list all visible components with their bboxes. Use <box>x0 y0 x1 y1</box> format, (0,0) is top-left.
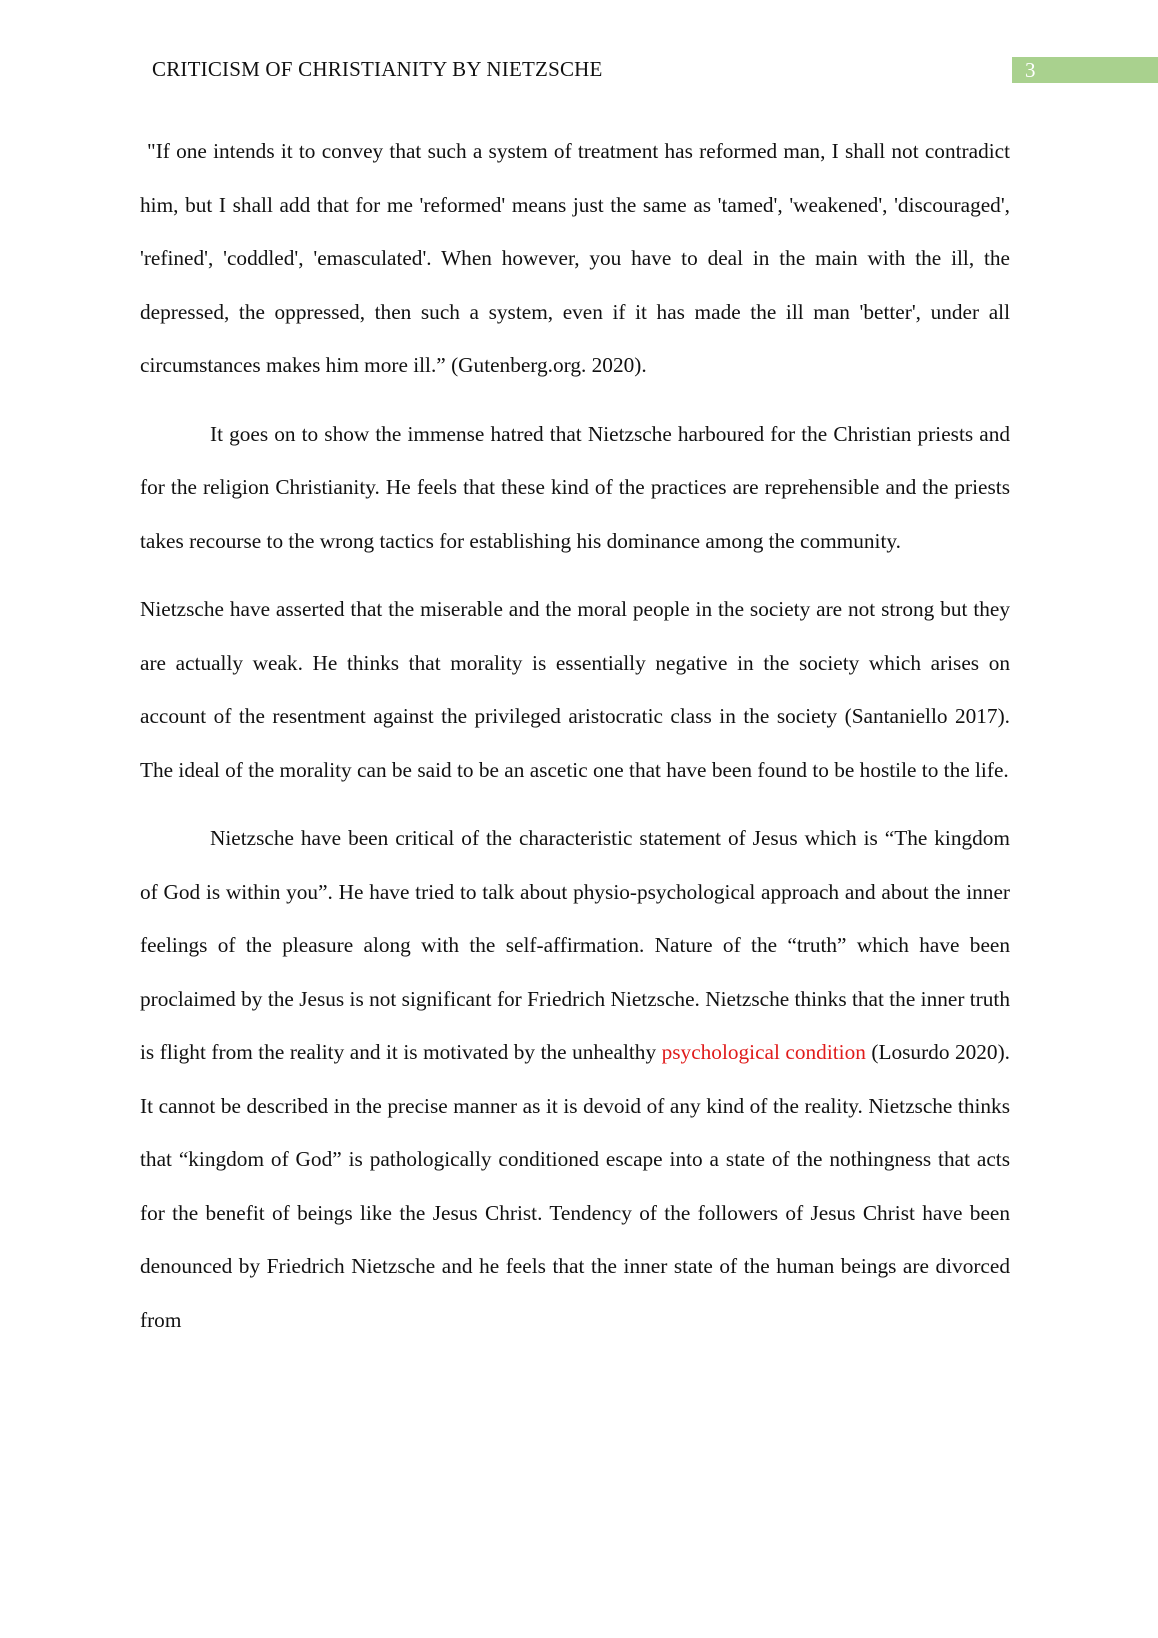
paragraph-text-end: (Losurdo 2020). It cannot be described in the precise manner as it is devoid of any kind of the reality. Nietzsche thinks that “kingdom of God” is pathologically conditioned escape into a state of the nothingness that acts for the benefit of beings like the Jesus Christ. Tendency of the followers of Jesus Christ have been denounced by Friedrich Nietzsche and he feels that the inner state of the human beings are divorced from <box>140 1040 1010 1332</box>
page-number: 3 <box>1025 58 1036 82</box>
document-body <box>140 125 1010 1362</box>
highlighted-phrase: psychological condition <box>661 1040 866 1064</box>
running-header: CRITICISM OF CHRISTIANITY BY NIETZSCHE <box>152 57 603 81</box>
page-number-bar <box>1012 57 1158 83</box>
paragraph-kingdom-of-god <box>140 812 1010 1347</box>
paragraph-quote: "If one intends it to convey that such a system of treatment has reformed man, I shall not contradict him, but I shall add that for me 'reformed' means just the same as 'tamed', 'weakened', 'discouraged', 'refined', 'coddled', 'emasculated'. When however, you have to deal in the main with the ill, the depressed, the oppressed, then such a system, even if it has made the ill man 'better', under all circumstances makes him more ill.” (Gutenberg.org. 2020). <box>140 139 1010 377</box>
paragraph-morality: Nietzsche have asserted that the miserable and the moral people in the society are not strong but they are actually weak. He thinks that morality is essentially negative in the society which arises on account of the resentment against the privileged aristocratic class in the society (Santaniello 2017). The ideal of the morality can be said to be an ascetic one that have been found to be hostile to the life. <box>140 597 1010 782</box>
paragraph-text-start: Nietzsche have been critical of the characteristic statement of Jesus which is “The kingdom of God is within you”. He have tried to talk about physio-psychological approach and about the inner feelings of the pleasure along with the self-affirmation. Nature of the “truth” which have been proclaimed by the Jesus is not significant for Friedrich Nietzsche. Nietzsche thinks that the inner truth is flight from the reality and it is motivated by the unhealthy <box>140 826 1010 1064</box>
paragraph-priests: It goes on to show the immense hatred that Nietzsche harboured for the Christian priests and for the religion Christianity. He feels that these kind of the practices are reprehensible and the priests takes recourse to the wrong tactics for establishing his dominance among the community. <box>140 421 1010 553</box>
